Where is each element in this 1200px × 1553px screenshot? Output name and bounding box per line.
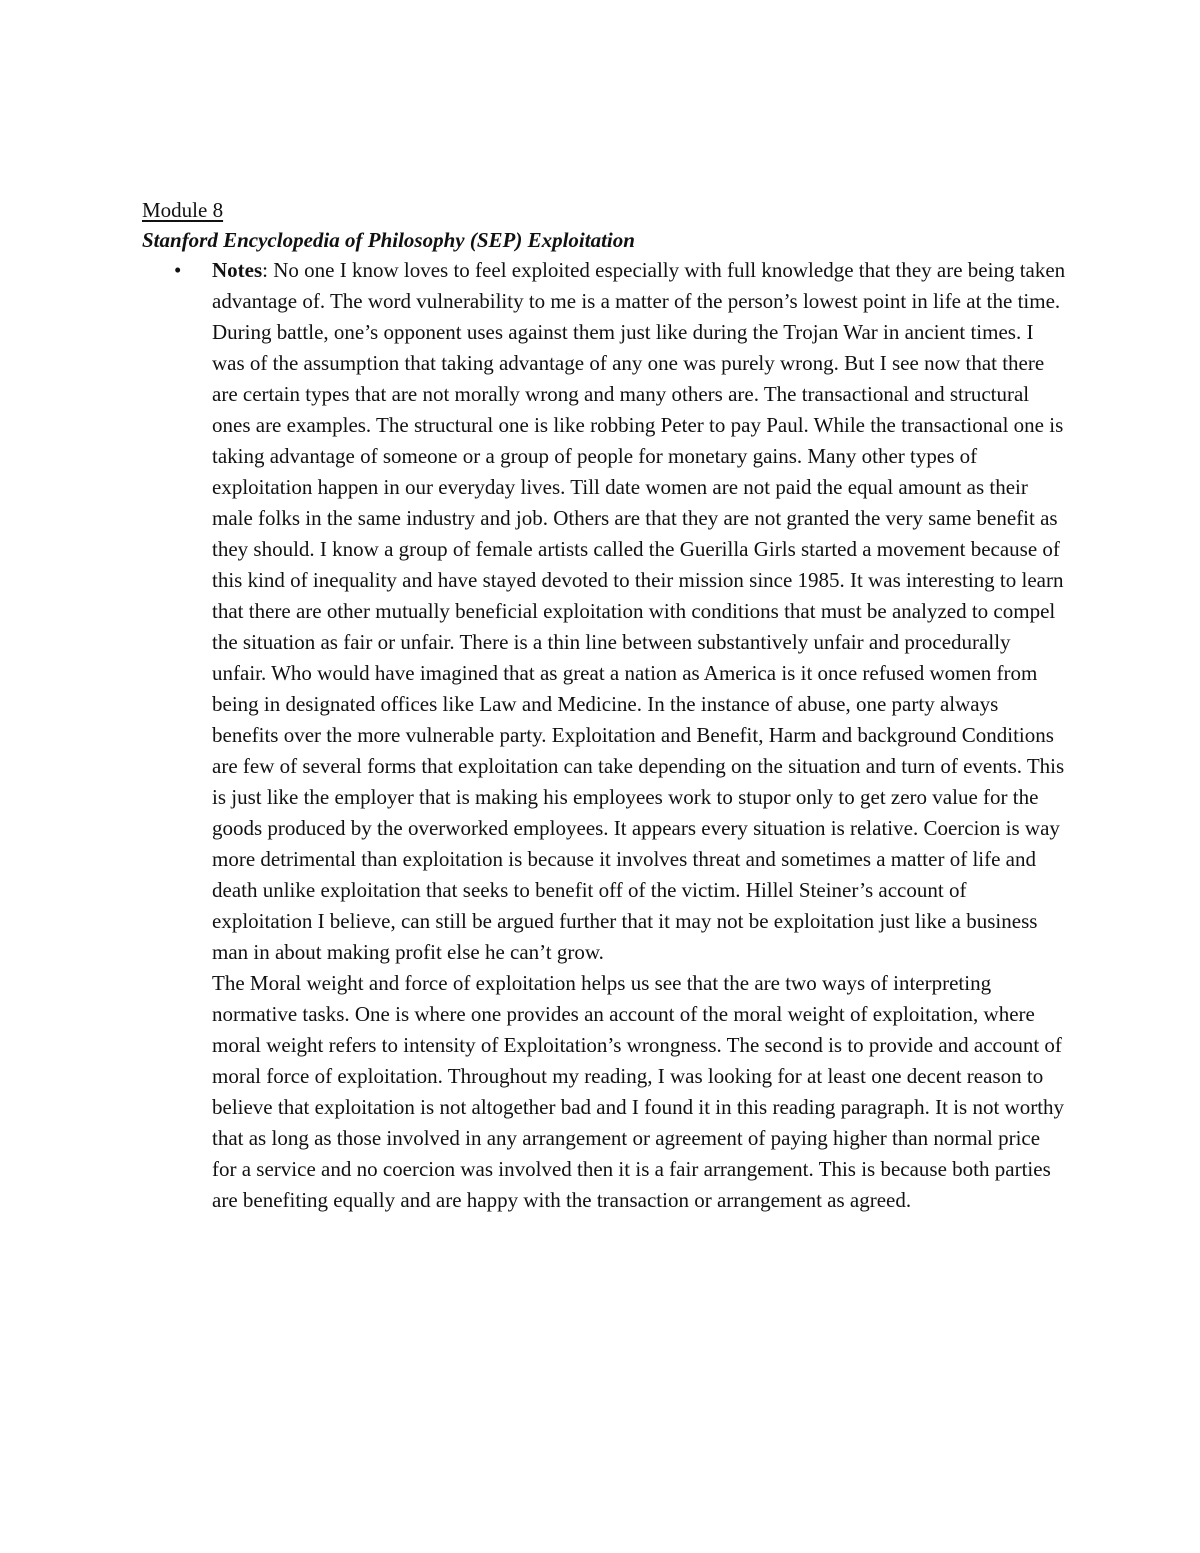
article-title: Stanford Encyclopedia of Philosophy (SEP) Exploitation [142, 228, 635, 252]
notes-text: No one I know loves to feel exploited especially with full knowledge that they are being taken advantage of. The word vulnerability to me is a matter of the person’s lowest point in life at the time. During battle, one’s opponent uses against them just like during the Trojan War in ancient times. I was of the assumption that taking advantage of any one was purely wrong. But I see now that there are certain types that are not morally wrong and many others are. The transactional and structural ones are examples. The structural one is like robbing Peter to pay Paul. While the transactional one is taking advantage of someone or a group of people for monetary gains. Many other types of exploitation happen in our everyday lives. Till date women are not paid the equal amount as their male folks in the same industry and job. Others are that they are not granted the very same benefit as they should. I know a group of female artists called the Guerilla Girls started a movement because of this kind of inequality and have stayed devoted to their mission since 1985. It was interesting to learn that there are other mutually beneficial exploitation with conditions that must be analyzed to compel the situation as fair or unfair. There is a thin line between substantively unfair and procedurally unfair. Who would have imagined that as great a nation as America is it once refused women from being in designated offices like Law and Medicine. In the instance of abuse, one party always benefits over the more vulnerable party. Exploitation and Benefit, Harm and background Conditions are few of several forms that exploitation can take depending on the situation and turn of events. This is just like the employer that is making his employees work to stupor only to get zero value for the goods produced by the overworked employees. It appears every situation is relative. Coercion is way more detrimental than exploitation is because it involves threat and sometimes a matter of life and death unlike exploitation that seeks to benefit off of the victim. Hillel Steiner’s account of exploitation I believe, can still be argued further that it may not be exploitation just like a business man in about making profit else he can’t grow. [212, 258, 1066, 964]
notes-label: Notes [212, 258, 263, 282]
bullet-icon: • [174, 258, 182, 282]
notes-paragraph [212, 255, 1067, 968]
notes-separator: : [262, 258, 274, 282]
notes-list-item [174, 255, 1067, 1216]
module-heading: Module 8 [142, 198, 224, 222]
second-paragraph: The Moral weight and force of exploitation helps us see that the are two ways of interpreting normative tasks. One is where one provides an account of the moral weight of exploitation, where moral weight refers to intensity of Exploitation’s wrongness. The second is to provide and account of moral force of exploitation. Throughout my reading, I was looking for at least one decent reason to believe that exploitation is not altogether bad and I found it in this reading paragraph. It is not worthy that as long as those involved in any arrangement or agreement of paying higher than normal price for a service and no coercion was involved then it is a fair arrangement. This is because both parties are benefiting equally and are happy with the transaction or arrangement as agreed. [212, 971, 1065, 1212]
document-body [142, 195, 1067, 1216]
